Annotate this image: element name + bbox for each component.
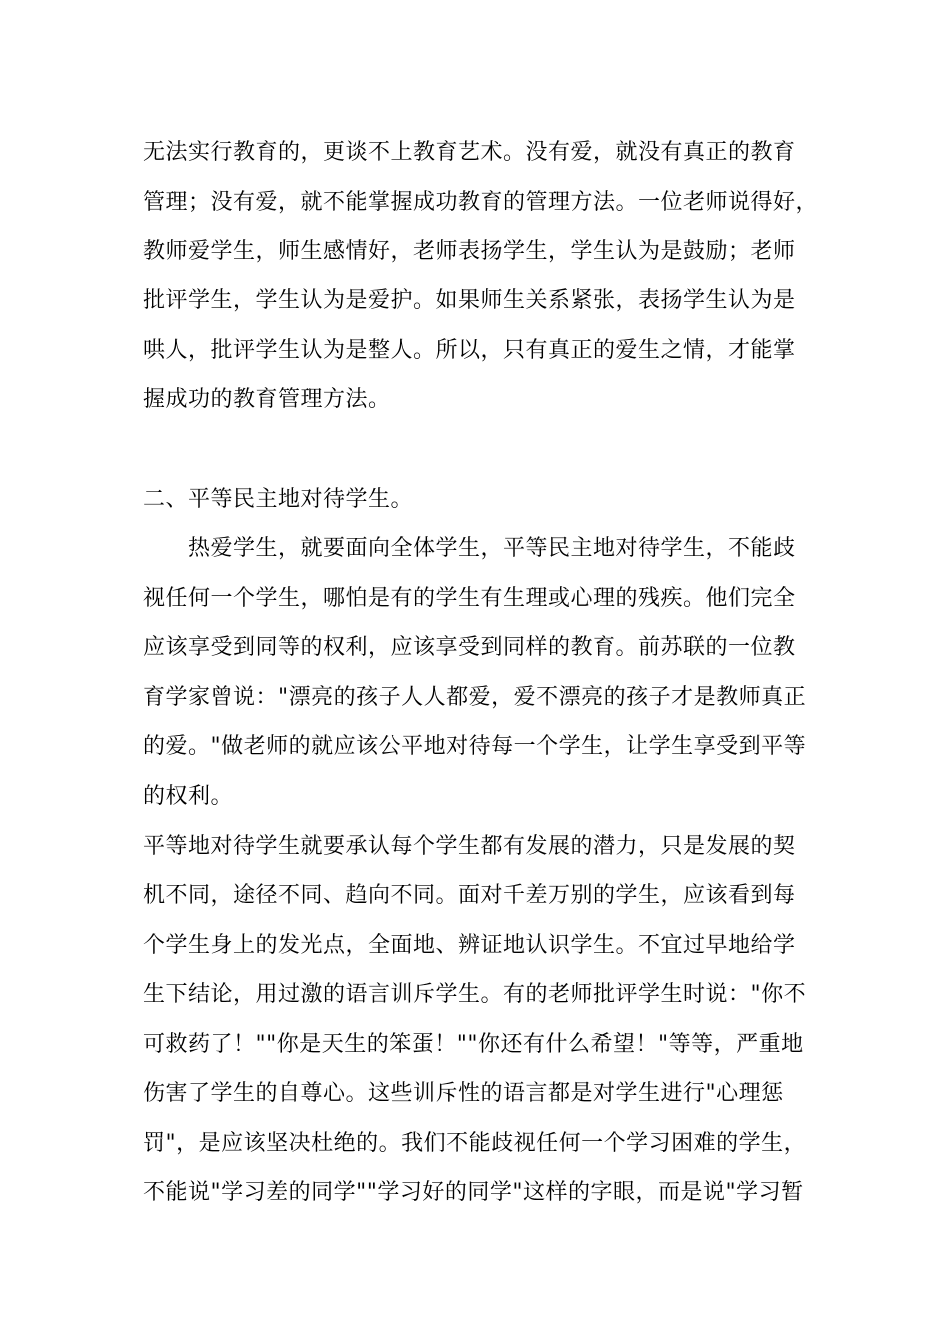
paragraph-3-line-6: 伤害了学生的自尊心。这些训斥性的语言都是对学生进行"心理惩 — [143, 1081, 784, 1106]
paragraph-2-line-5: 的爱。"做老师的就应该公平地对待每一个学生，让学生享受到平等 — [143, 734, 807, 759]
paragraph-3-line-2: 机不同，途径不同、趋向不同。面对千差万别的学生，应该看到每 — [143, 883, 796, 908]
paragraph-1-line-3: 教师爱学生，师生感情好，老师表扬学生，学生认为是鼓励；老师 — [143, 239, 796, 264]
paragraph-3-line-1: 平等地对待学生就要承认每个学生都有发展的潜力，只是发展的契 — [143, 834, 796, 859]
paragraph-2-line-3: 应该享受到同等的权利，应该享受到同样的教育。前苏联的一位教 — [143, 635, 796, 660]
paragraph-3-line-8: 不能说"学习差的同学""学习好的同学"这样的字眼，而是说"学习暂 — [143, 1180, 804, 1205]
paragraph-2-line-2: 视任何一个学生，哪怕是有的学生有生理或心理的残疾。他们完全 — [143, 586, 796, 611]
paragraph-2-line-4: 育学家曾说："漂亮的孩子人人都爱，爱不漂亮的孩子才是教师真正 — [143, 685, 807, 710]
paragraph-1-line-2: 管理；没有爱，就不能掌握成功教育的管理方法。一位老师说得好， — [143, 190, 819, 215]
paragraph-2-line-6: 的权利。 — [143, 784, 234, 809]
paragraph-1-line-6: 握成功的教育管理方法。 — [143, 387, 391, 412]
paragraph-3-line-3: 个学生身上的发光点，全面地、辨证地认识学生。不宜过早地给学 — [143, 933, 796, 958]
paragraph-3-line-7: 罚"，是应该坚决杜绝的。我们不能歧视任何一个学习困难的学生， — [143, 1131, 807, 1156]
paragraph-1-line-1: 无法实行教育的，更谈不上教育艺术。没有爱，就没有真正的教育 — [143, 140, 796, 165]
section-heading: 二、平等民主地对待学生。 — [143, 487, 414, 512]
paragraph-1-line-5: 哄人，批评学生认为是整人。所以，只有真正的爱生之情，才能掌 — [143, 338, 796, 363]
paragraph-2-line-1: 热爱学生，就要面向全体学生，平等民主地对待学生，不能歧 — [188, 536, 796, 561]
paragraph-3-line-5: 可救药了！""你是天生的笨蛋！""你还有什么希望！"等等，严重地 — [143, 1032, 804, 1057]
paragraph-3-line-4: 生下结论，用过激的语言训斥学生。有的老师批评学生时说："你不 — [143, 982, 807, 1007]
paragraph-1-line-4: 批评学生，学生认为是爱护。如果师生关系紧张，表扬学生认为是 — [143, 288, 796, 313]
